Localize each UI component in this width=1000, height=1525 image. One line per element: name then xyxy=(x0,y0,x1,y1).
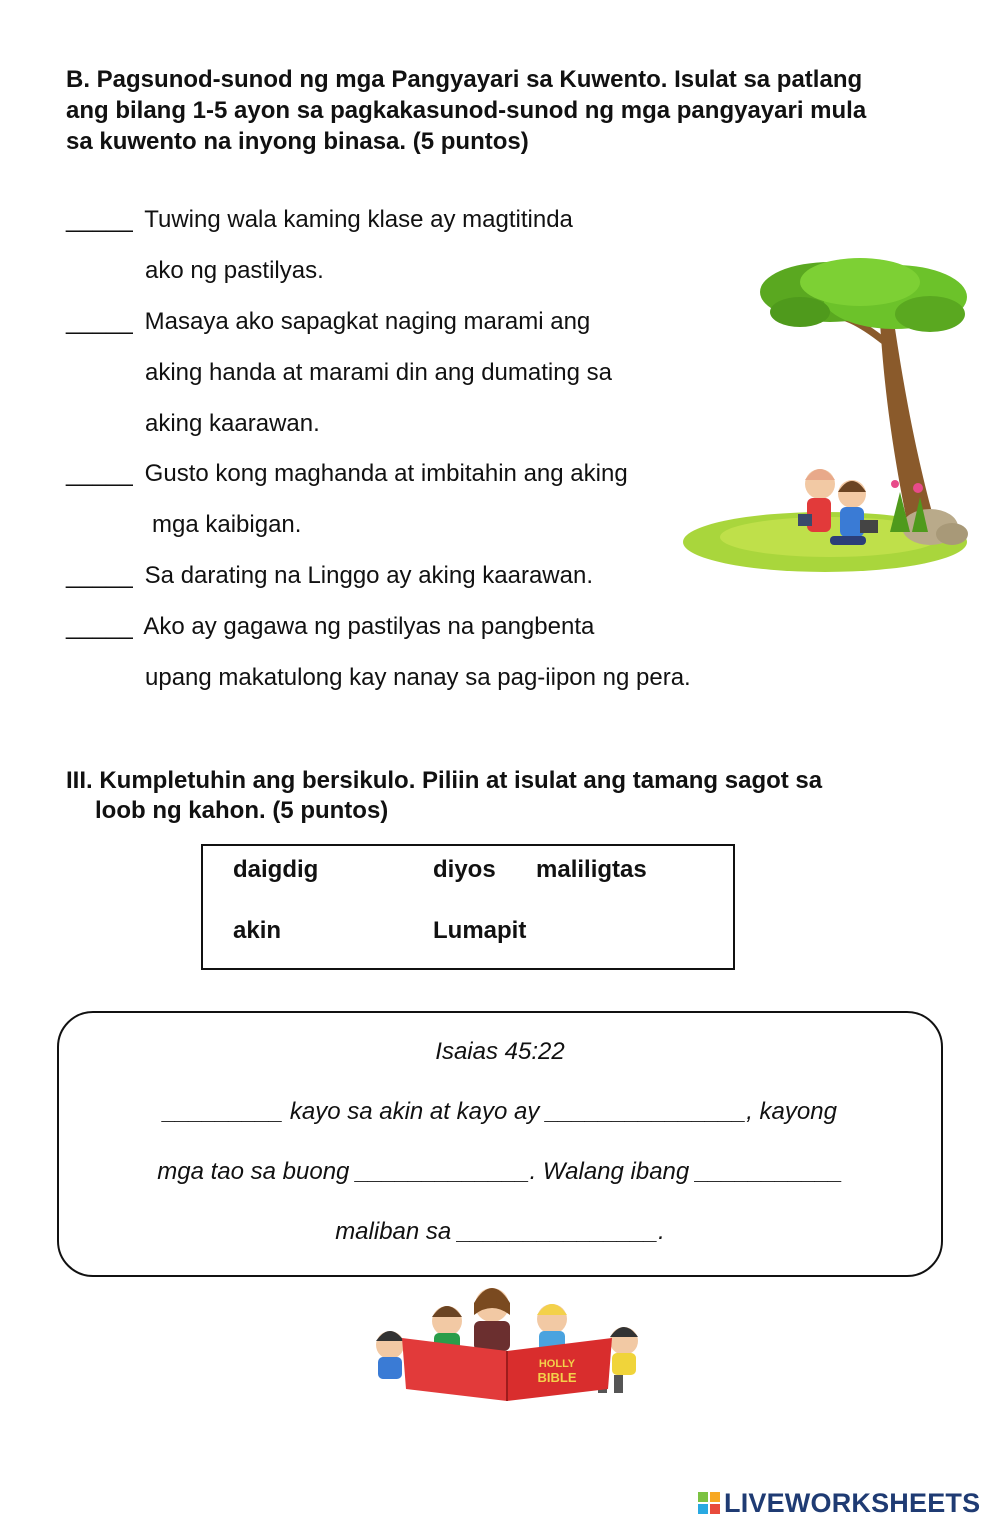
children-bible-illustration xyxy=(362,1283,652,1403)
sequence-item-4 xyxy=(66,562,593,590)
logo-text: LIVEWORKSHEETS xyxy=(724,1488,981,1518)
item-text-continued: aking kaarawan. xyxy=(145,410,320,437)
item-text: Gusto kong maghanda at imbitahin ang aking xyxy=(144,460,628,487)
item-text: Ako ay gagawa ng pastilyas na pangbenta xyxy=(143,613,595,640)
sequence-item-2 xyxy=(66,308,590,336)
word-choice: Lumapit xyxy=(433,917,527,944)
tree-children-illustration xyxy=(680,252,970,582)
section-iii-title-line: III. Kumpletuhin ang bersikulo. Piliin at isulat ang tamang sagot sa xyxy=(66,767,823,794)
section-b-title xyxy=(66,64,866,157)
word-choice: daigdig xyxy=(233,856,319,883)
section-b-title-line: B. Pagsunod-sunod ng mga Pangyayari sa Kuwento. Isulat sa patlang xyxy=(66,66,863,93)
answer-blank-2[interactable]: _____ xyxy=(66,308,133,335)
word-choice: diyos xyxy=(433,856,496,883)
section-iii-title-line: loob ng kahon. (5 puntos) xyxy=(95,797,389,824)
item-text: Tuwing wala kaming klase ay magtitinda xyxy=(144,206,573,233)
item-text: Masaya ako sapagkat naging marami ang xyxy=(144,308,591,335)
verse-reference: Isaias 45:22 xyxy=(435,1038,565,1065)
section-iii-title xyxy=(66,766,822,826)
item-text-continued: aking handa at marami din ang dumating sa xyxy=(145,359,612,386)
item-text-continued: mga kaibigan. xyxy=(152,511,302,538)
answer-blank-3[interactable]: _____ xyxy=(66,460,133,487)
answer-blank-4[interactable]: _____ xyxy=(66,562,133,589)
item-text: Sa darating na Linggo ay aking kaarawan. xyxy=(144,562,593,589)
liveworksheets-logo xyxy=(698,1488,980,1519)
bible-label-line-2: BIBLE xyxy=(537,1370,577,1385)
verse-line-1[interactable]: _________ kayo sa akin at kayo ay _______________, kayong xyxy=(163,1098,837,1125)
sequence-item-1 xyxy=(66,206,573,234)
item-text-continued: ako ng pastilyas. xyxy=(145,257,324,284)
section-b-title-line: sa kuwento na inyong binasa. (5 puntos) xyxy=(66,128,529,155)
section-b-title-line: ang bilang 1-5 ayon sa pagkakasunod-sunod ng mga pangyayari mula xyxy=(66,97,867,124)
verse-box xyxy=(57,1011,943,1277)
answer-blank-1[interactable]: _____ xyxy=(66,206,133,233)
word-choice: maliligtas xyxy=(536,856,647,883)
answer-blank-5[interactable]: _____ xyxy=(66,613,133,640)
sequence-item-3 xyxy=(66,460,628,488)
word-bank-box xyxy=(201,844,735,970)
liveworksheets-logo-icon xyxy=(698,1492,720,1514)
verse-line-2[interactable]: mga tao sa buong _____________. Walang ibang ___________ xyxy=(157,1158,843,1185)
word-choice: akin xyxy=(233,917,282,944)
item-text-continued: upang makatulong kay nanay sa pag-iipon ng pera. xyxy=(145,664,691,691)
bible-label-line-1: HOLLY xyxy=(538,1358,576,1370)
verse-line-3[interactable]: maliban sa _______________. xyxy=(335,1218,665,1245)
sequence-item-5 xyxy=(66,613,594,641)
